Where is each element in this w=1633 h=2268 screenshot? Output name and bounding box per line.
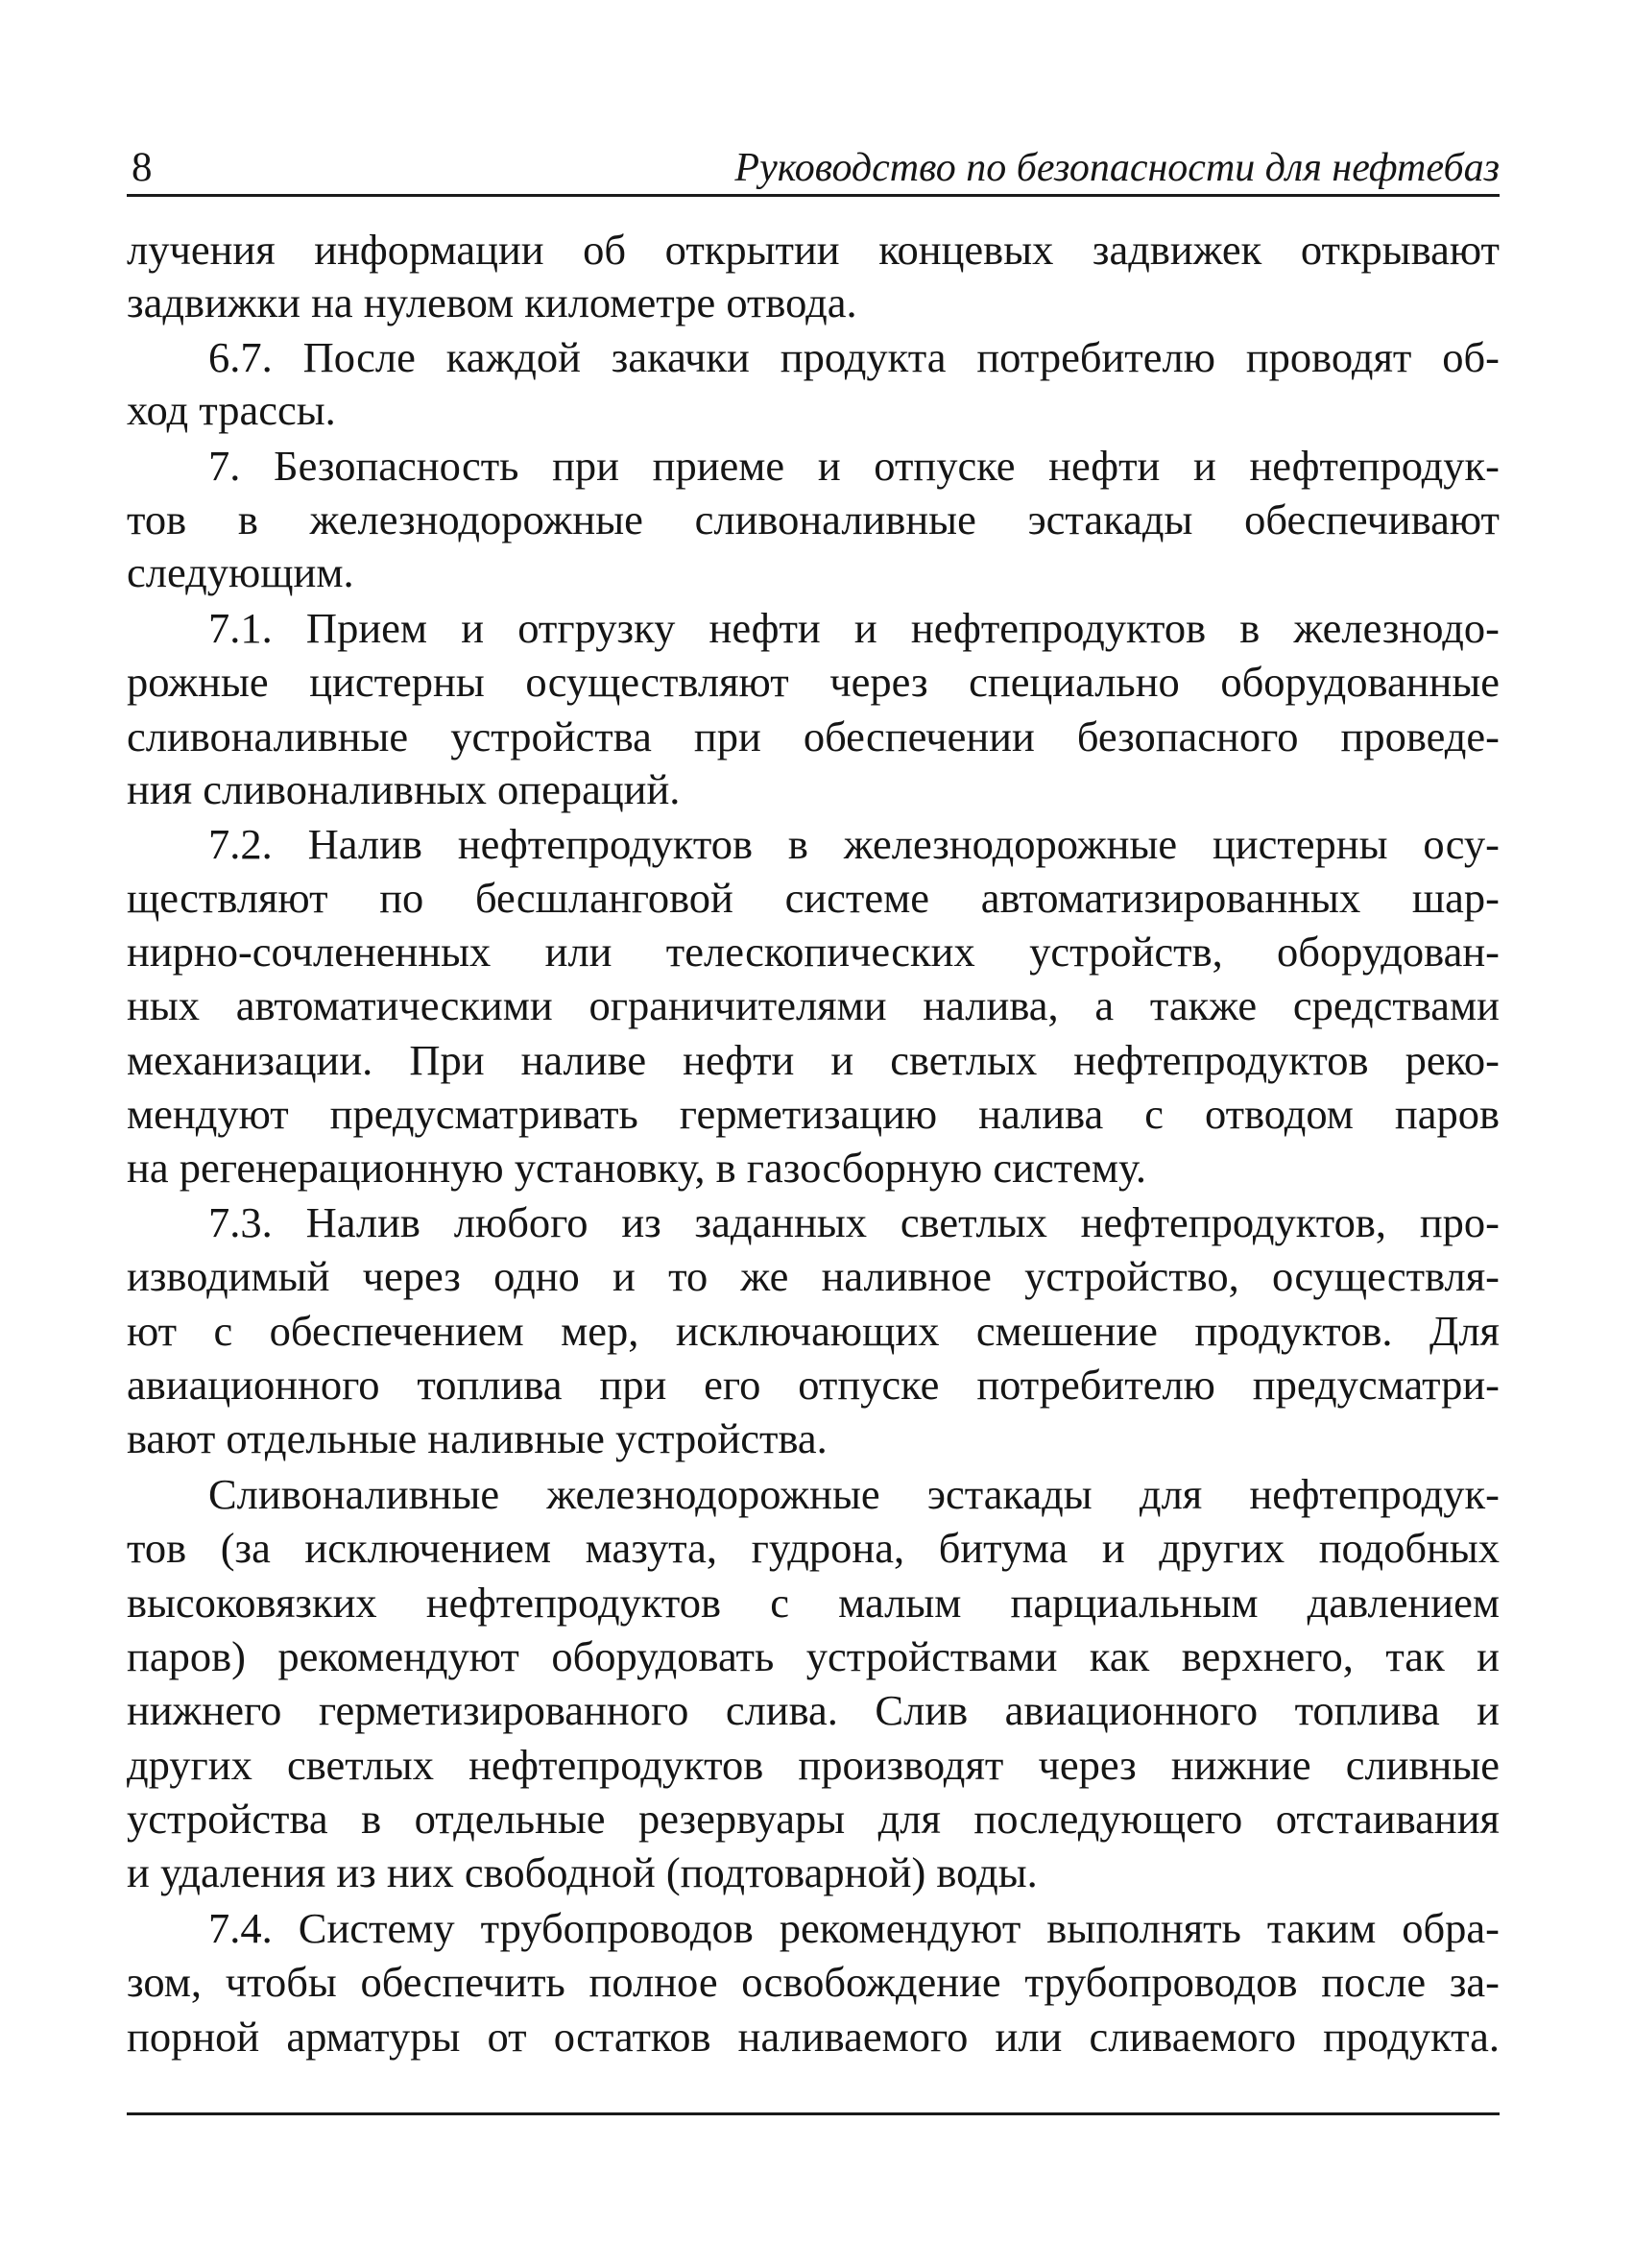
text-line: вают отдельные наливные устройства.	[127, 1414, 828, 1462]
text-line: ход трассы.	[127, 386, 336, 434]
text-line: механизации. При наливе нефти и светлых нефтепродуктов реко-	[127, 1036, 1500, 1084]
text-line: ществляют по бесшланговой системе автоматизированных шар-	[127, 874, 1500, 922]
text-line: на регенерационную установку, в газосборную систему.	[127, 1144, 1146, 1192]
text-line: 6.7. После каждой закачки продукта потребителю проводят об-	[208, 333, 1500, 381]
text-line: высоковязких нефтепродуктов с малым парциальным давлением	[127, 1579, 1500, 1627]
text-line: 7. Безопасность при приеме и отпуске нефти и нефтепродук-	[208, 442, 1500, 490]
text-line: тов в железнодорожные сливоналивные эстакады обеспечивают	[127, 495, 1500, 543]
text-line: ных автоматическими ограничителями налива, а также средствами	[127, 981, 1500, 1029]
text-line: паров) рекомендуют оборудовать устройствами как верхнего, так и	[127, 1632, 1500, 1680]
text-line: ния сливоналивных операций.	[127, 765, 681, 813]
text-line: следующим.	[127, 548, 354, 596]
text-line: нижнего герметизированного слива. Слив авиационного топлива и	[127, 1686, 1500, 1734]
text-line: 7.2. Налив нефтепродуктов в железнодорожные цистерны осу-	[208, 820, 1500, 868]
text-line: и удаления из них свободной (подтоварной) воды.	[127, 1848, 1038, 1896]
text-line: тов (за исключением мазута, гудрона, битума и других подобных	[127, 1524, 1500, 1572]
text-line: устройства в отдельные резервуары для последующего отстаивания	[127, 1795, 1500, 1843]
text-line: 7.3. Налив любого из заданных светлых нефтепродуктов, про-	[208, 1198, 1500, 1246]
header-rule	[127, 194, 1500, 197]
text-line: рожные цистерны осуществляют через специально оборудованные	[127, 658, 1500, 706]
text-line: порной арматуры от остатков наливаемого или сливаемого продукта.	[127, 2013, 1500, 2061]
text-line: лучения информации об открытии концевых задвижек открывают	[127, 226, 1500, 274]
text-line: сливоналивные устройства при обеспечении безопасного проведе-	[127, 712, 1500, 760]
text-line: изводимый через одно и то же наливное устройство, осуществля-	[127, 1252, 1500, 1300]
text-line: задвижки на нулевом километре отвода.	[127, 278, 857, 326]
running-header	[127, 142, 1500, 194]
footer-rule	[127, 2112, 1500, 2115]
text-line: 7.1. Прием и отгрузку нефти и нефтепродуктов в железнодо-	[208, 604, 1500, 652]
text-line: авиационного топлива при его отпуске потребителю предусматри-	[127, 1361, 1500, 1409]
text-line: 7.4. Систему трубопроводов рекомендуют выполнять таким обра-	[208, 1904, 1500, 1952]
text-line: мендуют предусматривать герметизацию налива с отводом паров	[127, 1090, 1500, 1138]
text-line: других светлых нефтепродуктов производят через нижние сливные	[127, 1741, 1500, 1789]
text-line: зом, чтобы обеспечить полное освобождение трубопроводов после за-	[127, 1958, 1500, 2006]
text-line: нирно-сочлененных или телескопических устройств, оборудован-	[127, 928, 1500, 976]
text-line: Сливоналивные железнодорожные эстакады для нефтепродук-	[208, 1470, 1500, 1518]
running-title: Руководство по безопасности для нефтебаз	[734, 146, 1500, 190]
page-number: 8	[132, 145, 153, 190]
text-line: ют с обеспечением мер, исключающих смешение продуктов. Для	[127, 1307, 1500, 1355]
